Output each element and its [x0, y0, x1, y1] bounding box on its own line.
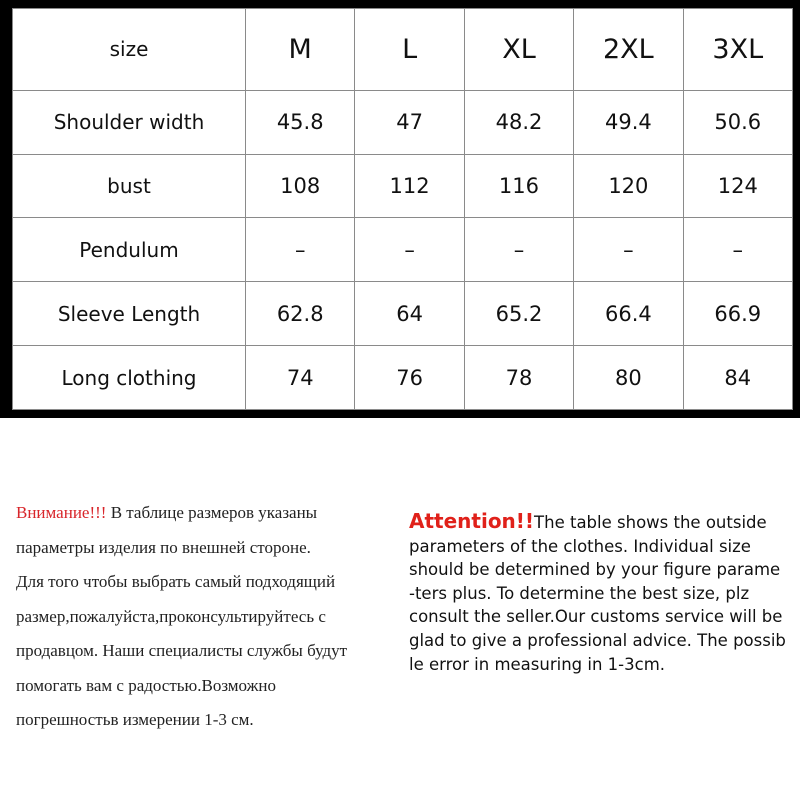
table-cell: 49.4 — [574, 90, 683, 154]
english-notice-line: consult the seller.Our customs service will be — [409, 607, 783, 627]
table-header-row — [13, 9, 793, 91]
table-cell: 120 — [574, 154, 683, 218]
table-cell: – — [246, 218, 355, 282]
english-notice-line: -ters plus. To determine the best size, plz — [409, 583, 750, 603]
table-row-long-clothing — [13, 346, 793, 410]
table-cell: – — [355, 218, 464, 282]
table-row-bust — [13, 154, 793, 218]
row-label: Shoulder width — [13, 90, 246, 154]
row-label: Pendulum — [13, 218, 246, 282]
russian-notice-line: параметры изделия по внешней стороне. — [16, 537, 311, 557]
english-notice-line: le error in measuring in 1-3cm. — [409, 654, 666, 674]
table-cell: – — [464, 218, 573, 282]
row-label: Sleeve Length — [13, 282, 246, 346]
english-warning: Attention!! — [409, 509, 535, 533]
english-notice-line: The table shows the outside — [534, 513, 767, 532]
table-cell: 112 — [355, 154, 464, 218]
table-cell: 65.2 — [464, 282, 573, 346]
table-cell: 64 — [355, 282, 464, 346]
russian-notice — [16, 496, 408, 738]
table-cell: 74 — [246, 346, 355, 410]
header-size-2xl: 2XL — [574, 9, 683, 91]
row-label: Long clothing — [13, 346, 246, 410]
table-cell: – — [574, 218, 683, 282]
header-size-label: size — [13, 9, 246, 91]
table-cell: 80 — [574, 346, 683, 410]
russian-notice-line: помогать вам с радостью.Возможно — [16, 675, 276, 695]
table-cell: 108 — [246, 154, 355, 218]
russian-notice-line: размер,пожалуйста,проконсультируйтесь с — [16, 606, 326, 626]
header-size-xl: XL — [464, 9, 573, 91]
russian-notice-line: погрешностьв измерении 1-3 см. — [16, 710, 254, 729]
table-row-sleeve-length — [13, 282, 793, 346]
table-cell: 48.2 — [464, 90, 573, 154]
english-notice-line: should be determined by your figure parame — [409, 560, 781, 580]
size-chart-table — [12, 8, 793, 410]
english-notice-line: parameters of the clothes. Individual size — [409, 536, 751, 556]
english-notice-first-line — [409, 510, 800, 535]
table-cell: 50.6 — [683, 90, 792, 154]
header-size-m: M — [246, 9, 355, 91]
table-cell: 66.4 — [574, 282, 683, 346]
table-cell: 84 — [683, 346, 792, 410]
table-cell: 62.8 — [246, 282, 355, 346]
header-size-3xl: 3XL — [683, 9, 792, 91]
table-cell: 45.8 — [246, 90, 355, 154]
header-size-l: L — [355, 9, 464, 91]
table-cell: 116 — [464, 154, 573, 218]
table-row-shoulder-width — [13, 90, 793, 154]
russian-warning: Внимание!!! — [16, 503, 107, 522]
english-notice-line: glad to give a professional advice. The possib — [409, 630, 786, 650]
table-cell: – — [683, 218, 792, 282]
table-row-pendulum — [13, 218, 793, 282]
table-cell: 124 — [683, 154, 792, 218]
russian-notice-line: В таблице размеров указаны — [106, 503, 318, 522]
english-notice — [409, 510, 800, 676]
table-cell: 76 — [355, 346, 464, 410]
table-cell: 66.9 — [683, 282, 792, 346]
russian-notice-line: продавцом. Наши специалисты службы будут — [16, 641, 348, 660]
row-label: bust — [13, 154, 246, 218]
table-cell: 78 — [464, 346, 573, 410]
russian-notice-line: Для того чтобы выбрать самый подходящий — [16, 572, 336, 591]
table-cell: 47 — [355, 90, 464, 154]
